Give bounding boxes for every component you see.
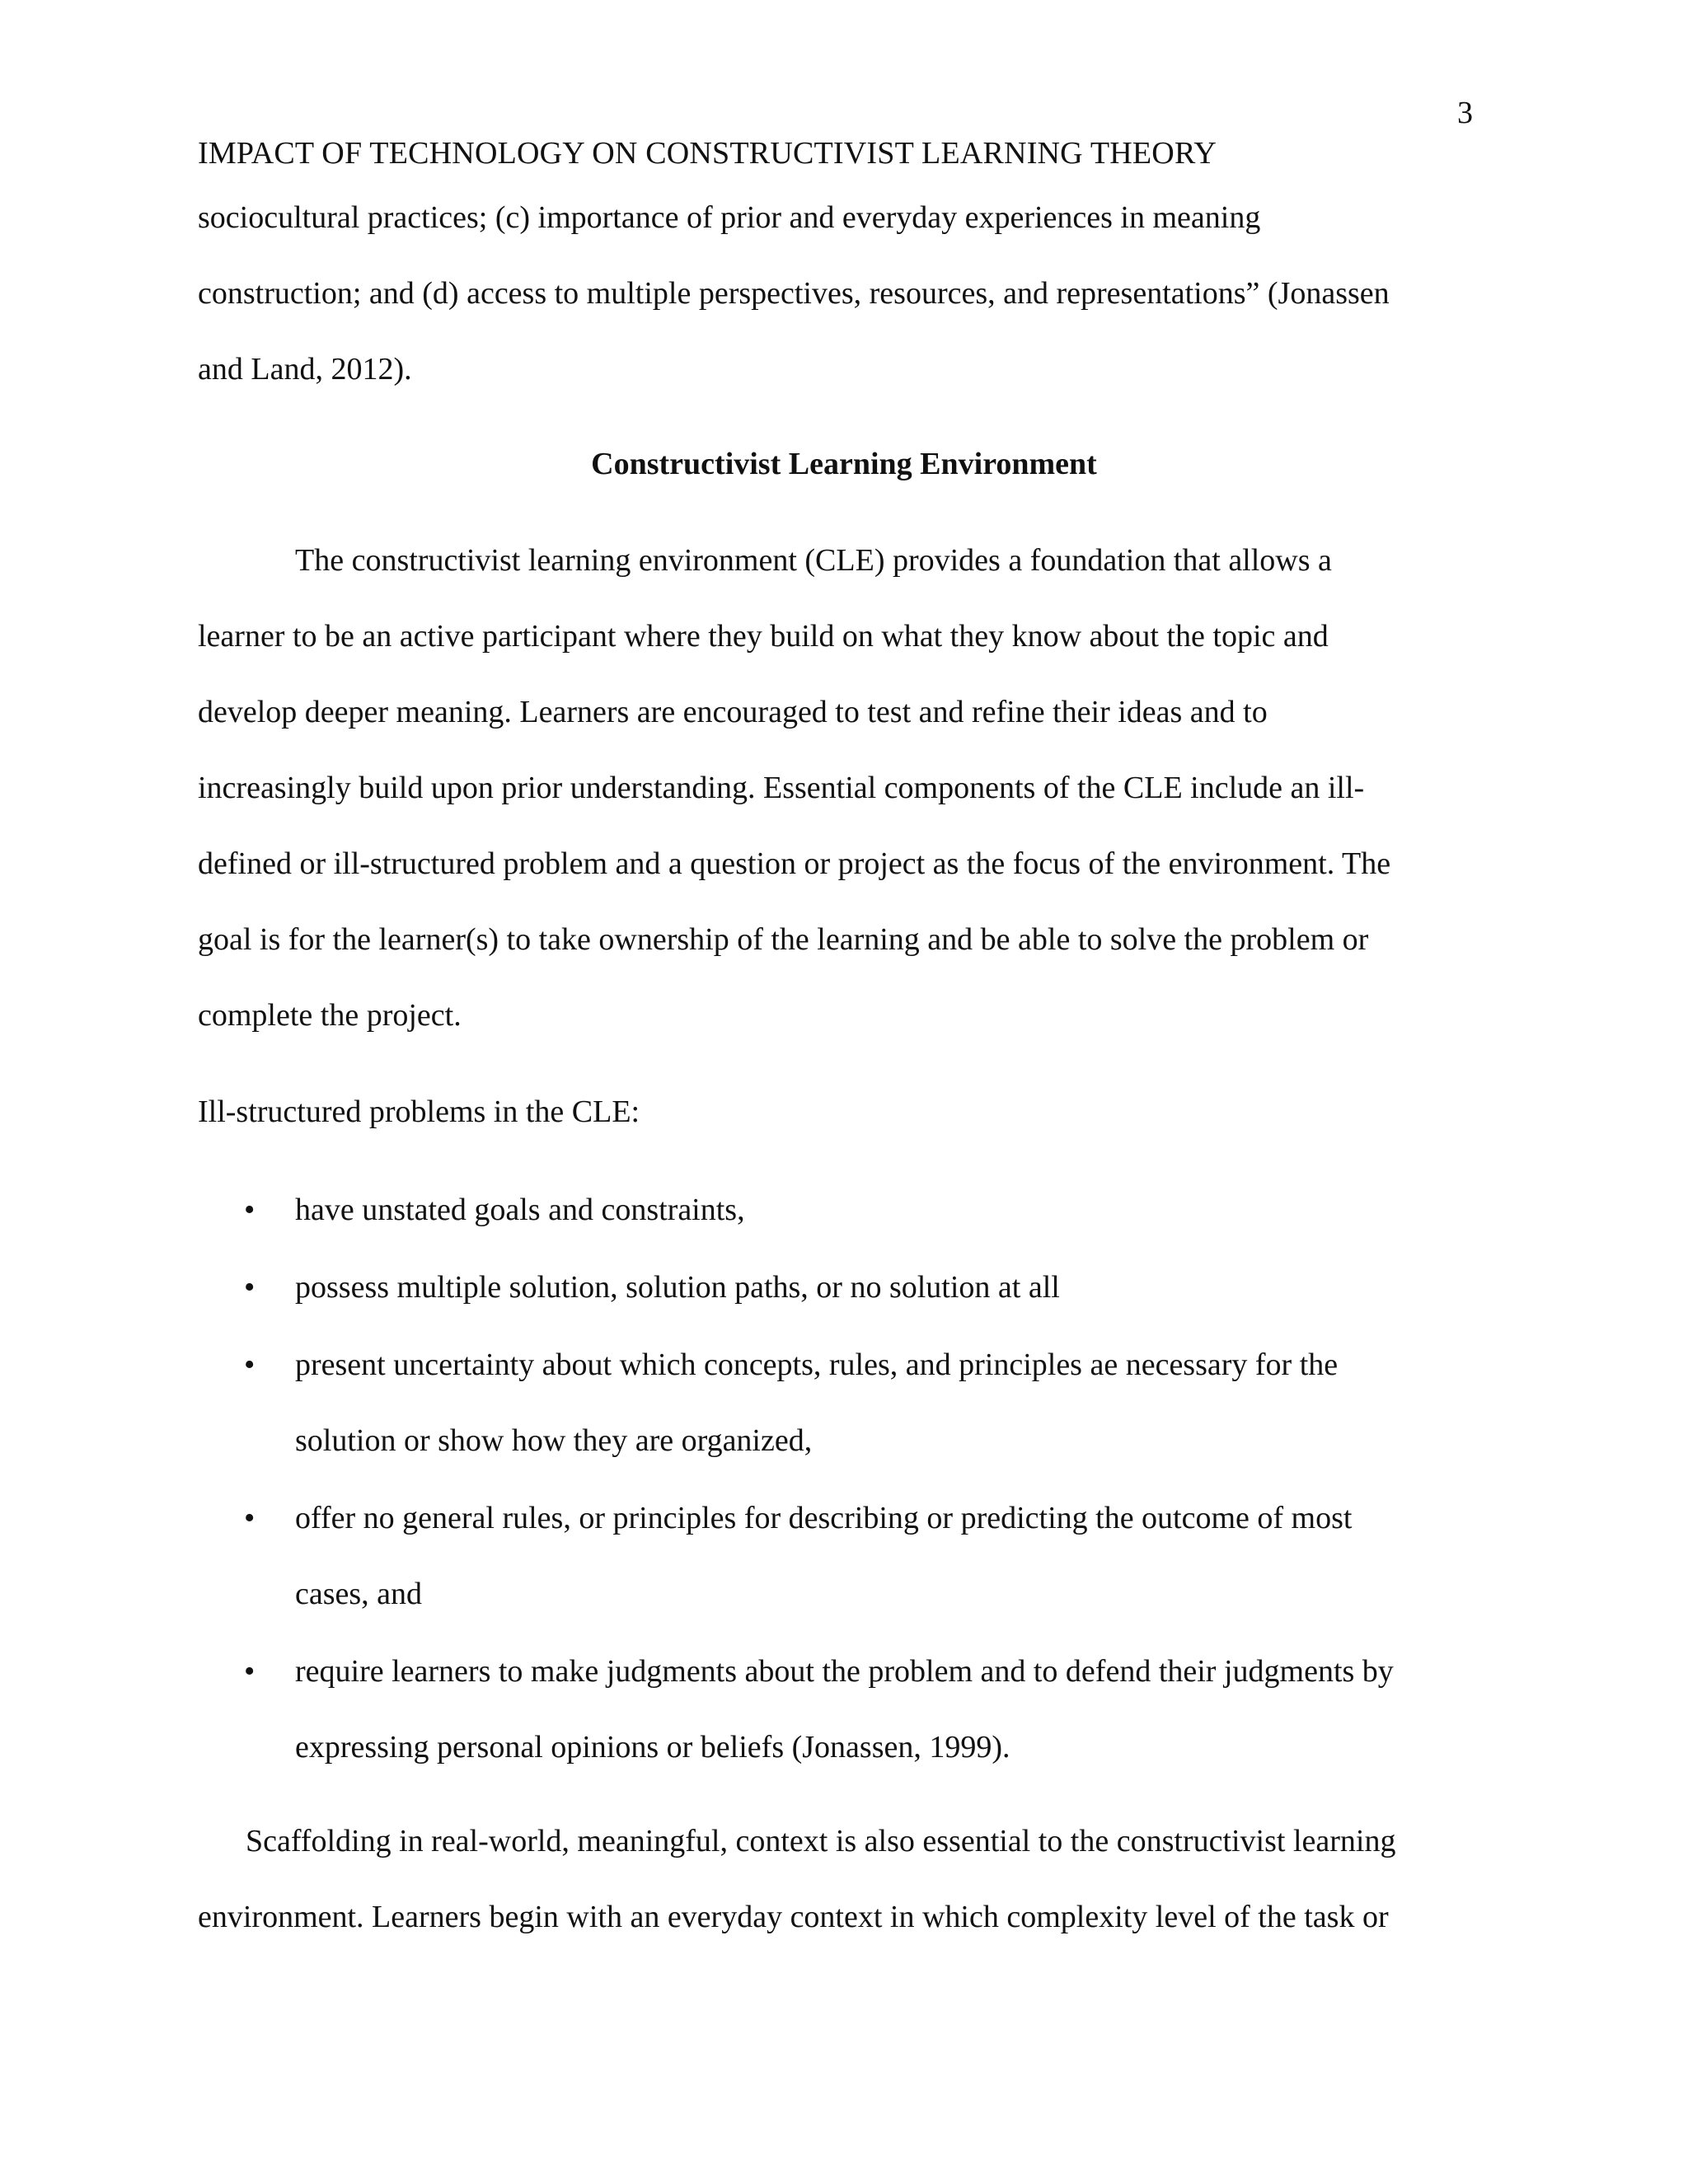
paragraph-line: sociocultural practices; (c) importance of prior and everyday experiences in meaning: [198, 200, 1261, 235]
section-heading: Constructivist Learning Environment: [591, 447, 1097, 481]
paragraph-line: increasingly build upon prior understanding. Essential components of the CLE include an ill-: [198, 771, 1365, 805]
paragraph-line: Scaffolding in real-world, meaningful, context is also essential to the constructivist learning: [246, 1824, 1396, 1858]
paragraph-line: complete the project.: [198, 998, 462, 1033]
paragraph-line: construction; and (d) access to multiple perspectives, resources, and representations” (Jonassen: [198, 276, 1390, 311]
list-intro: Ill-structured problems in the CLE:: [198, 1094, 640, 1129]
bullet-icon: •: [244, 1347, 256, 1382]
list-item: possess multiple solution, solution paths, or no solution at all: [295, 1270, 1060, 1305]
page-number: 3: [1457, 96, 1473, 130]
list-item-continuation: expressing personal opinions or beliefs (Jonassen, 1999).: [295, 1730, 1010, 1765]
list-item-continuation: cases, and: [295, 1577, 423, 1611]
paragraph-line: defined or ill-structured problem and a question or project as the focus of the environment. The: [198, 846, 1391, 881]
list-item: offer no general rules, or principles for describing or predicting the outcome of most: [295, 1501, 1353, 1535]
bullet-icon: •: [244, 1501, 256, 1535]
list-item: have unstated goals and constraints,: [295, 1193, 745, 1227]
list-item: present uncertainty about which concepts, rules, and principles ae necessary for the: [295, 1347, 1339, 1382]
paragraph-line: learner to be an active participant where they build on what they know about the topic and: [198, 619, 1329, 654]
running-head: IMPACT OF TECHNOLOGY ON CONSTRUCTIVIST LEARNING THEORY: [198, 136, 1217, 171]
paragraph-line: The constructivist learning environment (CLE) provides a foundation that allows a: [295, 543, 1332, 578]
paragraph-line: develop deeper meaning. Learners are encouraged to test and refine their ideas and to: [198, 695, 1268, 729]
bullet-icon: •: [244, 1193, 256, 1227]
list-item-continuation: solution or show how they are organized,: [295, 1423, 813, 1458]
paragraph-line: and Land, 2012).: [198, 352, 412, 387]
list-item: require learners to make judgments about the problem and to defend their judgments by: [295, 1654, 1394, 1689]
bullet-icon: •: [244, 1654, 256, 1689]
paragraph-line: environment. Learners begin with an everyday context in which complexity level of the task or: [198, 1900, 1389, 1934]
bullet-icon: •: [244, 1270, 256, 1305]
paragraph-line: goal is for the learner(s) to take ownership of the learning and be able to solve the problem or: [198, 922, 1369, 957]
